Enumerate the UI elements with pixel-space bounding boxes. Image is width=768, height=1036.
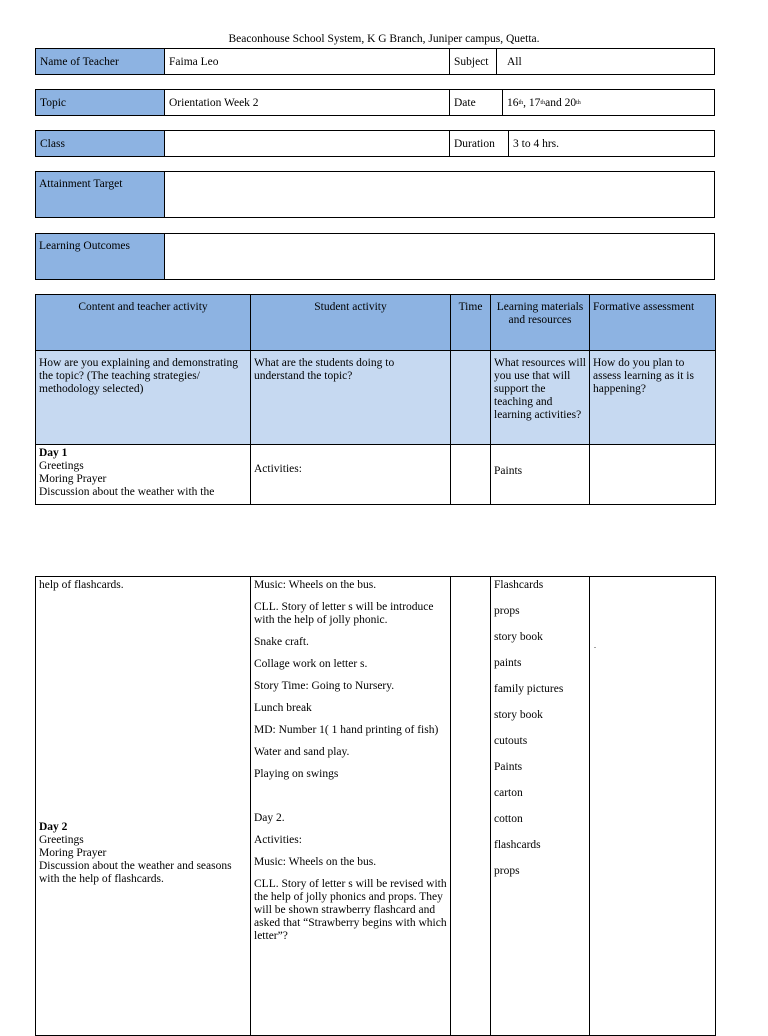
day1-content [36,445,251,505]
teacher-row [35,48,715,75]
material-item: carton [494,787,523,799]
page2-assessment [590,577,716,1036]
teacher-value: Faima Leo [169,55,219,68]
activity-table [35,294,716,505]
material-item: story book [494,709,543,721]
material-item: story book [494,631,543,643]
student-item: MD: Number 1( 1 hand printing of fish) [254,724,439,736]
student-item: Music: Wheels on the bus. [254,856,377,868]
day1-time [451,445,491,505]
duration-label: Duration [449,131,509,156]
material-item: family pictures [494,683,564,695]
class-label: Class [36,131,165,156]
student-item: Music: Wheels on the bus. [254,579,377,591]
topic-value: Orientation Week 2 [169,96,259,109]
material-item: cutouts [494,735,528,747]
page2-student [251,577,451,1036]
student-item: Water and sand play. [254,746,350,758]
student-item: Story Time: Going to Nursery. [254,680,395,692]
subject-label: Subject [449,49,497,74]
col-header-time: Time [451,295,491,351]
prompt-content: How are you explaining and demonstrating the topic? (The teaching strategies/ methodology selected) [36,351,251,445]
page2-content [36,577,251,1036]
day2-line: Discussion about the weather and seasons with the help of flashcards. [39,860,232,885]
student-item: Collage work on letter s. [254,658,368,670]
teacher-label: Name of Teacher [36,49,165,74]
material-item: Paints [494,761,523,773]
prompt-materials: What resources will you use that will support the teaching and learning activities? [491,351,590,445]
attainment-row [35,171,715,218]
day2-line: Greetings [39,834,84,846]
student-item: Day 2. [254,812,285,824]
prompt-assessment: How do you plan to assess learning as it is happening? [590,351,716,445]
student-item: Snake craft. [254,636,309,648]
col-header-student: Student activity [251,295,451,351]
assessment-mark: . [594,641,596,650]
day1-line: Moring Prayer [39,473,107,485]
material-item: flashcards [494,839,541,851]
student-item: Activities: [254,834,302,846]
date-label: Date [449,90,503,115]
day2-title: Day 2 [39,821,68,833]
student-item: CLL. Story of letter s will be revised with the help of jolly phonics and props. They will be shown strawberry flashcard and asked that “Strawberry begins with which letter”? [254,878,447,942]
material-item: props [494,605,520,617]
day2-line: Moring Prayer [39,847,107,859]
col-header-content: Content and teacher activity [36,295,251,351]
day1-title: Day 1 [39,447,68,459]
student-item [254,790,447,803]
student-item: Lunch break [254,702,312,714]
student-item: Playing on swings [254,768,339,780]
col-header-assessment: Formative assessment [590,295,716,351]
day1-materials: Paints [491,445,590,505]
day1-assessment [590,445,716,505]
activity-table-continued [35,576,716,1036]
material-item: Flashcards [494,579,544,591]
school-header: Beaconhouse School System, K G Branch, Juniper campus, Quetta. [228,33,540,45]
prompt-time [451,351,491,445]
duration-value: 3 to 4 hrs. [513,137,559,150]
date-value: 16 th , 17 th and 20 th [507,96,581,109]
outcomes-label: Learning Outcomes [36,234,165,279]
attainment-label: Attainment Target [36,172,165,217]
subject-value: All [507,55,522,68]
day1-line: Greetings [39,460,84,472]
day1-student: Activities: [251,445,451,505]
prompt-student: What are the students doing to understand the topic? [251,351,451,445]
outcomes-row [35,233,715,280]
student-item: CLL. Story of letter s will be introduce with the help of jolly phonic. [254,601,434,626]
page2-time [451,577,491,1036]
class-value [165,131,449,156]
page2-materials [491,577,590,1036]
material-item: props [494,865,520,877]
class-row [35,130,715,157]
col-header-materials: Learning materials and resources [491,295,590,351]
material-item: cotton [494,813,523,825]
topic-row [35,89,715,116]
day1-line: Discussion about the weather with the [39,486,215,498]
material-item: paints [494,657,522,669]
continued-text: help of flashcards. [39,579,124,591]
topic-label: Topic [36,90,165,115]
